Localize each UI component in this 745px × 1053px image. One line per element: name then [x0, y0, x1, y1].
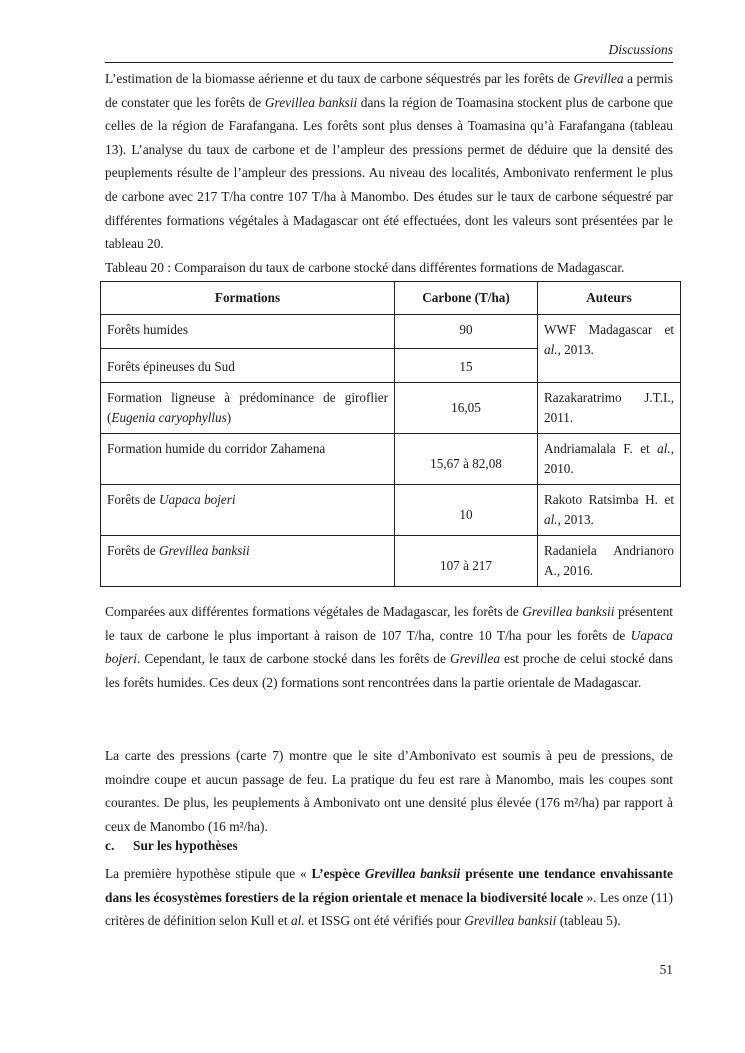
table-row — [101, 315, 681, 349]
cell-carbone: 15,67 à 82,08 — [395, 434, 538, 485]
cell-auteur: WWF Madagascar et al., 2013. — [538, 315, 681, 383]
carbon-comparison-table — [100, 281, 681, 587]
cell-carbone: 107 à 217 — [395, 536, 538, 587]
cell-carbone: 10 — [395, 485, 538, 536]
header-carbone: Carbone (T/ha) — [395, 282, 538, 315]
paragraph-pressures: La carte des pressions (carte 7) montre que le site d’Ambonivato est soumis à peu de pressions, de moindre coupe et aucun passage de feu. La pratique du feu est rare à Manombo, mais les coupes sont courantes. De plus, les peuplements à Ambonivato ont une densité plus élevée (176 m²/ha) par rapport à ceux de Manombo (16 m²/ha). — [105, 748, 673, 834]
page-number: 51 — [659, 962, 673, 977]
cell-carbone: 16,05 — [395, 383, 538, 434]
cell-formation: Forêts de Uapaca bojeri — [101, 485, 395, 536]
cell-formation: Formation humide du corridor Zahamena — [101, 434, 395, 485]
table-row — [101, 383, 681, 434]
cell-carbone: 15 — [395, 349, 538, 383]
cell-formation: Formation ligneuse à prédominance de giroflier (Eugenia caryophyllus) — [101, 383, 395, 434]
running-header — [105, 42, 673, 63]
cell-carbone: 90 — [395, 315, 538, 349]
table-row — [101, 485, 681, 536]
heading-title: Sur les hypothèses — [133, 838, 238, 853]
table-caption: Tableau 20 : Comparaison du taux de carbone stocké dans différentes formations de Madagascar. — [105, 260, 625, 275]
table-row — [101, 536, 681, 587]
cell-formation: Forêts de Grevillea banksii — [101, 536, 395, 587]
paragraph-hypotheses: La première hypothèse stipule que « L’espèce Grevillea banksii présente une tendance envahissante dans les écosystèmes forestiers de la région orientale et menace la biodiversité locale ». Les onze (11) critères de définition selon Kull et al. et ISSG ont été vérifiés pour Grevillea banksii (tableau 5). — [105, 866, 673, 929]
table-row — [101, 434, 681, 485]
cell-auteur: Andriamalala F. et al., 2010. — [538, 434, 681, 485]
paragraph-comparison: Comparées aux différentes formations végétales de Madagascar, les forêts de Grevillea banksii présentent le taux de carbone le plus important à raison de 107 T/ha, contre 10 T/ha pour les forêts de Uapaca bojeri. Cependant, le taux de carbone stocké dans les forêts de Grevillea est proche de celui stocké dans les forêts humides. Ces deux (2) formations sont rencontrées dans la partie orientale de Madagascar. — [105, 604, 673, 690]
section-title: Discussions — [608, 42, 673, 57]
cell-formation: Forêts épineuses du Sud — [101, 349, 395, 383]
cell-formation: Forêts humides — [101, 315, 395, 349]
heading-letter: c. — [105, 838, 115, 853]
section-heading — [105, 838, 238, 854]
cell-auteur: Razakaratrimo J.T.I., 2011. — [538, 383, 681, 434]
cell-auteur: Rakoto Ratsimba H. et al., 2013. — [538, 485, 681, 536]
cell-auteur: Radaniela Andrianoro A., 2016. — [538, 536, 681, 587]
table-header-row — [101, 282, 681, 315]
header-formations: Formations — [101, 282, 395, 315]
header-auteurs: Auteurs — [538, 282, 681, 315]
paragraph-biomass: L’estimation de la biomasse aérienne et du taux de carbone séquestrés par les forêts de Grevillea a permis de constater que les forêts de Grevillea banksii dans la région de Toamasina stockent plus de carbone que celles de la région de Farafangana. Les forêts sont plus denses à Toamasina qu’à Farafangana (tableau 13). L’analyse du taux de carbone et de l’ampleur des pressions permet de déduire que la densité des peuplements résulte de l’ampleur des pressions. Au niveau des localités, Ambonivato renferment le plus de carbone avec 217 T/ha contre 107 T/ha à Manombo. Des études sur le taux de carbone séquestré par différentes formations végétales à Madagascar ont été effectuées, dont les valeurs sont présentées par le tableau 20. — [105, 71, 673, 252]
